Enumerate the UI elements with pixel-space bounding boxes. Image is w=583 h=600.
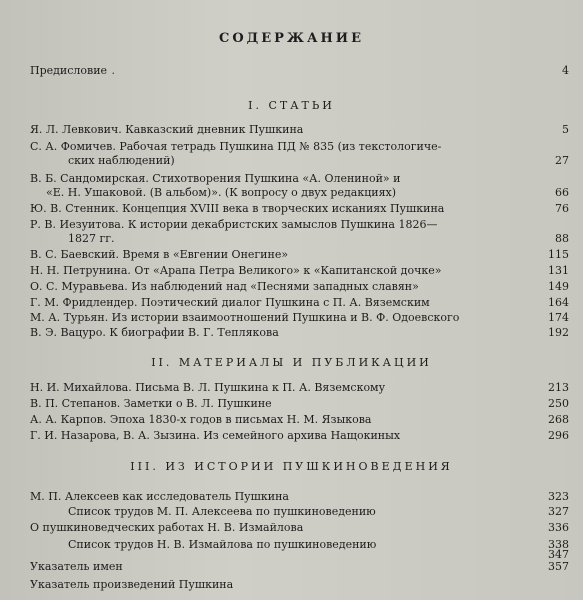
entry-text: Я. Л. Левкович. Кавказский дневник Пушкина xyxy=(30,123,304,136)
toc-entry-preface: Предисловие . 4 xyxy=(30,64,569,77)
toc-entry xyxy=(0,248,583,264)
entry-text: Предисловие xyxy=(30,64,108,77)
entry-page: 4 xyxy=(562,64,569,77)
entry-text: Список трудов Н. В. Измайлова по пушкиноведению xyxy=(68,538,377,551)
section-heading-materials: II. МАТЕРИАЛЫ И ПУБЛИКАЦИИ xyxy=(151,356,432,369)
toc-entry xyxy=(0,521,583,537)
entry-text: В. С. Баевский. Время в «Евгении Онегине» xyxy=(30,248,289,261)
toc-entry xyxy=(0,186,583,202)
page-title: СОДЕРЖАНИЕ xyxy=(218,31,365,46)
entry-text: А. А. Карпов. Эпоха 1830-х годов в письмах Н. М. Языкова xyxy=(30,413,372,426)
toc-entry xyxy=(0,280,583,296)
entry-text: 1827 гг. xyxy=(68,232,115,245)
toc-entry xyxy=(0,381,583,397)
entry-text: Г. М. Фридлендер. Поэтический диалог Пушкина с П. А. Вяземским xyxy=(30,296,430,309)
entry-text: Н. Н. Петрунина. От «Арапа Петра Великого» к «Капитанской дочке» xyxy=(30,264,442,277)
entry-page: 357 xyxy=(548,560,569,573)
entry-page: 296 xyxy=(548,429,569,442)
toc-entry xyxy=(0,429,583,445)
toc-entry xyxy=(0,397,583,413)
entry-text: М. А. Турьян. Из истории взаимоотношений Пушкина и В. Ф. Одоевского xyxy=(30,311,460,324)
section-heading-articles: I. СТАТЬИ xyxy=(248,99,335,112)
entry-text: Указатель произведений Пушкина xyxy=(30,578,234,591)
toc-entry xyxy=(0,264,583,280)
entry-text: Указатель имен xyxy=(30,560,123,573)
entry-text: В. П. Степанов. Заметки о В. Л. Пушкине xyxy=(30,397,272,410)
toc-entry xyxy=(0,154,583,170)
entry-text: В. Э. Вацуро. К биографии В. Г. Теплякова xyxy=(30,326,279,339)
entry-text: Н. И. Михайлова. Письма В. Л. Пушкина к П. А. Вяземскому xyxy=(30,381,386,394)
toc-entry xyxy=(0,560,583,576)
entry-text: Ю. В. Стенник. Концепция XVIII века в творческих исканиях Пушкина xyxy=(30,202,445,215)
toc-entry xyxy=(0,202,583,218)
entry-page: 149 xyxy=(548,280,569,293)
toc-entry xyxy=(0,578,583,594)
entry-page: 27 xyxy=(555,154,569,167)
entry-text: Список трудов М. П. Алексеева по пушкиноведению xyxy=(68,505,376,518)
entry-text: Р. В. Иезуитова. К истории декабристских замыслов Пушкина 1826— xyxy=(30,218,438,231)
entry-text: М. П. Алексеев как исследователь Пушкина xyxy=(30,490,289,503)
entry-page: 115 xyxy=(548,248,569,261)
entry-page: 347 xyxy=(548,548,569,561)
entry-page: 338 xyxy=(548,538,569,551)
entry-text: О. С. Муравьева. Из наблюдений над «Песнями западных славян» xyxy=(30,280,419,293)
toc-entry xyxy=(0,505,583,521)
entry-page: 192 xyxy=(548,326,569,339)
entry-page: 88 xyxy=(555,232,569,245)
entry-page: 327 xyxy=(548,505,569,518)
section-heading-history: III. ИЗ ИСТОРИИ ПУШКИНОВЕДЕНИЯ xyxy=(130,460,453,473)
entry-text: Г. И. Назарова, В. А. Зызина. Из семейного архива Нащокиных xyxy=(30,429,401,442)
toc-entry xyxy=(0,311,583,327)
toc-entry xyxy=(0,296,583,312)
toc-entry xyxy=(0,413,583,429)
entry-text: В. Б. Сандомирская. Стихотворения Пушкина «А. Олениной» и xyxy=(30,172,401,185)
toc-entry xyxy=(0,232,583,248)
toc-entry xyxy=(0,123,583,139)
entry-page: 131 xyxy=(548,264,569,277)
entry-text: С. А. Фомичев. Рабочая тетрадь Пушкина ПД № 835 (из текстологиче- xyxy=(30,140,442,153)
entry-page: 174 xyxy=(548,311,569,324)
entry-page: 323 xyxy=(548,490,569,503)
entry-page: 5 xyxy=(562,123,569,136)
entry-page: 250 xyxy=(548,397,569,410)
entry-page: 66 xyxy=(555,186,569,199)
entry-page: 268 xyxy=(548,413,569,426)
entry-text: ских наблюдений) xyxy=(68,154,175,167)
entry-text: «Е. Н. Ушаковой. (В альбом)». (К вопросу о двух редакциях) xyxy=(46,186,397,199)
entry-page: 164 xyxy=(548,296,569,309)
entry-page: 336 xyxy=(548,521,569,534)
entry-text: О пушкиноведческих работах Н. В. Измайлова xyxy=(30,521,304,534)
entry-page: 76 xyxy=(555,202,569,215)
entry-page: 213 xyxy=(548,381,569,394)
toc-entry xyxy=(0,490,583,506)
toc-entry xyxy=(0,326,583,342)
